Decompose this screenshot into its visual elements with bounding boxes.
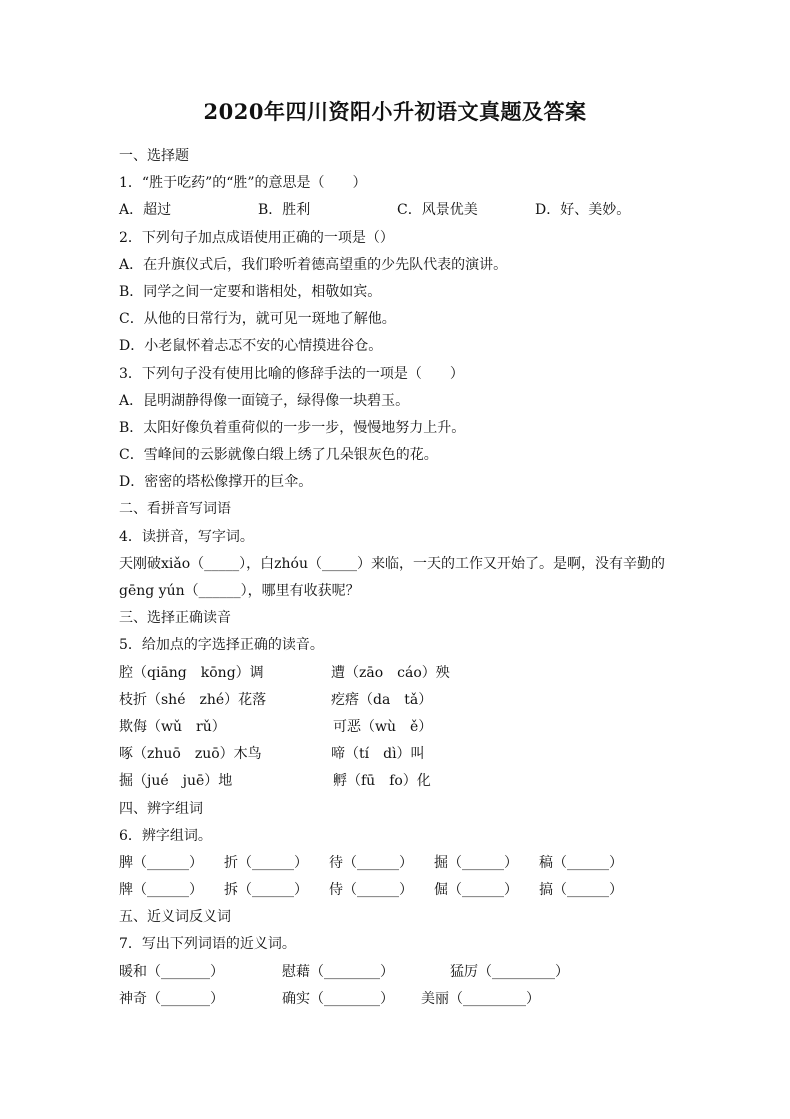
pronunciation-item: 可恶（wù ě）	[333, 718, 433, 735]
pronunciation-item: 孵（fū fo）化	[333, 773, 431, 790]
section-heading-2: 二、看拼音写词语	[119, 501, 231, 518]
pronunciation-row	[119, 741, 719, 768]
question-4-line-1: 天刚破xiǎo（_____），白zhóu（_____）来临，一天的工作又开始了。是啊，没有辛勤的	[119, 555, 665, 572]
option-d: D．好、美妙。	[535, 202, 631, 219]
question-1-options	[119, 197, 719, 224]
question-2-option-d: D．小老鼠怀着忐忑不安的心情摸进谷仓。	[119, 338, 383, 355]
word-building-row	[119, 877, 719, 904]
synonym-item: 猛厉（_________）	[450, 963, 569, 980]
pronunciation-row	[119, 660, 719, 687]
pronunciation-item: 啼（tí dì）叫	[331, 746, 425, 763]
synonym-item: 暖和（_______）	[119, 963, 224, 980]
pronunciation-row	[119, 687, 719, 714]
synonym-row	[119, 986, 719, 1013]
question-5-stem: 5．给加点的字选择正确的读音。	[119, 637, 324, 654]
page-title: 2020年四川资阳小升初语文真题及答案	[203, 99, 587, 124]
word-building-item: 脾（______）	[119, 854, 203, 871]
question-3-option-b: B．太阳好像负着重荷似的一步一步，慢慢地努力上升。	[119, 419, 466, 436]
word-building-item: 掘（______）	[434, 854, 518, 871]
question-2-option-a: A．在升旗仪式后，我们聆听着德高望重的少先队代表的演讲。	[119, 256, 508, 273]
section-heading-3: 三、选择正确读音	[119, 610, 231, 627]
word-building-item: 拆（______）	[224, 882, 308, 899]
section-heading-1: 一、选择题	[119, 148, 189, 164]
question-2-stem: 2．下列句子加点成语使用正确的一项是（）	[119, 229, 394, 246]
question-4-line-2: gēng yún（______），哪里有收获呢？	[119, 583, 360, 599]
pronunciation-item: 遭（zāo cáo）殃	[331, 664, 450, 681]
synonym-item: 确实（________）	[282, 990, 394, 1007]
question-3-stem: 3．下列句子没有使用比喻的修辞手法的一项是（ ）	[119, 365, 464, 382]
pronunciation-item: 啄（zhuō zuō）木鸟	[119, 746, 262, 763]
synonym-item: 慰藉（________）	[282, 963, 394, 980]
question-3-option-a: A．昆明湖静得像一面镜子，绿得像一块碧玉。	[119, 392, 410, 409]
exam-content	[119, 143, 719, 1013]
option-b: B．胜利	[258, 202, 311, 219]
question-6-stem: 6．辨字组词。	[119, 827, 212, 844]
word-building-item: 待（______）	[329, 854, 413, 871]
question-3-option-d: D．密密的塔松像撑开的巨伞。	[119, 474, 313, 491]
word-building-item: 侍（______）	[329, 882, 413, 899]
section-heading-5: 五、近义词反义词	[119, 909, 231, 926]
word-building-row	[119, 850, 719, 877]
pronunciation-item: 疙瘩（da tǎ）	[331, 691, 433, 708]
synonym-item: 神奇（_______）	[119, 990, 224, 1007]
word-building-item: 折（______）	[224, 854, 308, 871]
pronunciation-item: 枝折（shé zhé）花落	[119, 691, 267, 708]
question-2-option-b: B．同学之间一定要和谐相处，相敬如宾。	[119, 283, 382, 300]
word-building-item: 搞（______）	[539, 882, 623, 899]
pronunciation-item: 欺侮（wǔ rǔ）	[119, 718, 226, 735]
word-building-item: 牌（______）	[119, 882, 203, 899]
option-c: C．风景优美	[397, 202, 478, 219]
pronunciation-item: 腔（qiāng kōng）调	[119, 664, 264, 681]
pronunciation-row	[119, 768, 719, 795]
word-building-item: 稿（______）	[539, 854, 623, 871]
question-3-option-c: C．雪峰间的云影就像白缎上绣了几朵银灰色的花。	[119, 447, 438, 464]
question-4-stem: 4．读拼音，写字词。	[119, 528, 254, 545]
synonym-item: 美丽（_________）	[421, 990, 540, 1007]
synonym-row	[119, 959, 719, 986]
question-2-option-c: C．从他的日常行为，就可见一斑地了解他。	[119, 311, 396, 328]
section-heading-4: 四、辨字组词	[119, 800, 203, 817]
question-1-stem: 1．“胜于吃药”的“胜”的意思是（ ）	[119, 175, 367, 192]
pronunciation-row	[119, 714, 719, 741]
pronunciation-item: 掘（jué juē）地	[119, 773, 233, 790]
question-7-stem: 7．写出下列词语的近义词。	[119, 936, 296, 953]
word-building-item: 倔（______）	[434, 882, 518, 899]
option-a: A．超过	[119, 202, 172, 219]
